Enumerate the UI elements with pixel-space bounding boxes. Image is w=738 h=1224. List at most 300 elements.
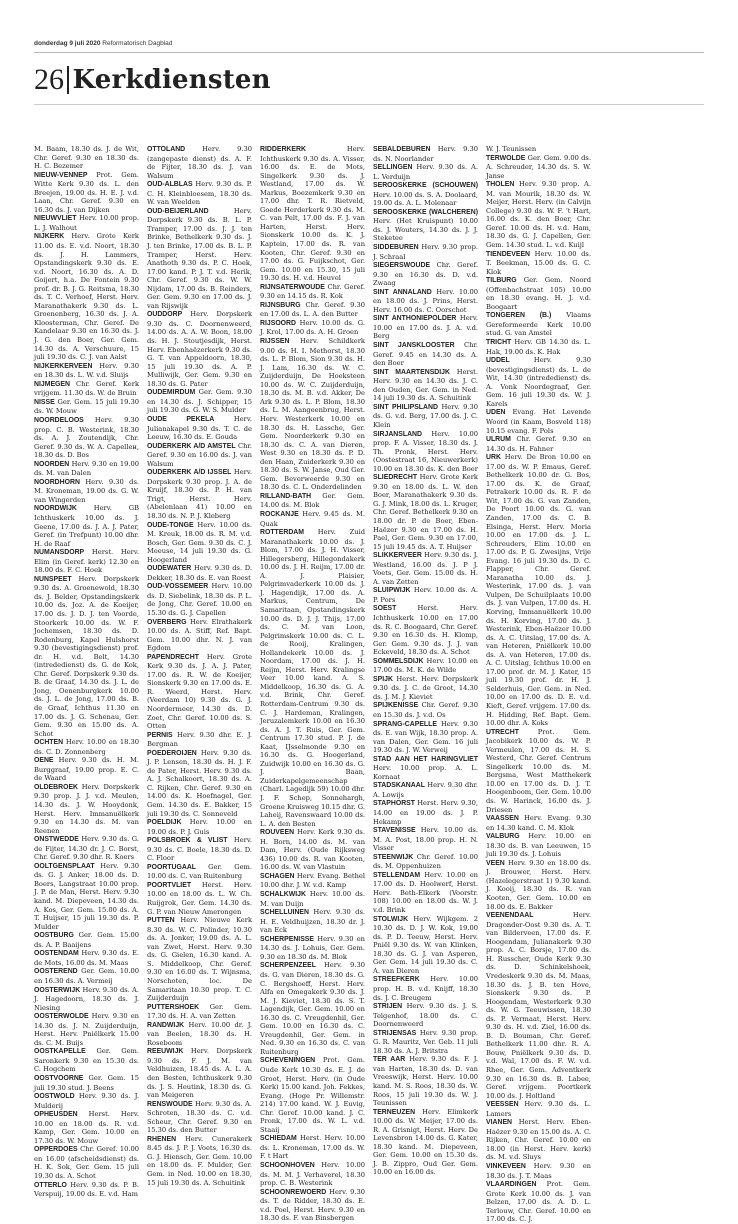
service-details: Herst. Herv. Dorpskerk 9.30 ds. J. C. de Groot, 14.30 ds. J. M. J. Kieviet — [373, 674, 478, 701]
place-name: POORTUGAAL — [147, 863, 196, 871]
listing-entry — [260, 301, 365, 319]
service-details: Herv. 9.30 prop. J. Schraal — [373, 243, 478, 261]
service-details: Herv. 9.30 dhr. A. Lowijs — [373, 781, 478, 799]
header-publication: Reformatorisch Dagblad — [102, 40, 173, 47]
place-name: OUDEWATER — [147, 565, 192, 573]
listing-entry — [34, 214, 139, 232]
place-name: THOLEN — [486, 181, 515, 189]
listing-entry — [147, 818, 252, 836]
place-name: VEESSEN — [486, 1101, 519, 1109]
listing-entry — [260, 337, 365, 492]
listing-entry — [34, 967, 139, 985]
service-details: Herv. (Het Kruispunt) 10.00 ds. J. Wouters, 14.30 ds. J. J. Steketee — [373, 217, 478, 243]
place-name: STAD AAN HET HARINGVLIET — [373, 755, 478, 763]
listing-entry — [34, 835, 139, 862]
place-name: SCHERPENISSE — [260, 935, 314, 943]
listing-entry — [34, 756, 139, 783]
service-details: Herv. 9.30 prop. G. R. Mauritz, Ver. Geb. 11 juli 18.30 ds. A. J. Britstra — [373, 1028, 478, 1055]
place-name: TIENDEVEEN — [486, 250, 531, 258]
service-details: Herv. 9.45 ds. M. Quak — [260, 509, 365, 528]
listing-entry — [373, 975, 478, 1002]
listing-entry — [260, 510, 365, 528]
service-details: Herv. 10.00 ds. M. van Duijn — [260, 890, 365, 908]
listing-entry — [34, 380, 139, 398]
service-details: Herv. 10.00 prop. A. L. Kornaat — [373, 764, 478, 781]
service-details: Chr. Geref. 9.30 en 16.00 ds. J. van Walsum — [147, 441, 252, 468]
service-details: Ger. Gem. Noord (Offenbachstraat 105) 10.00 en 18.30 evang. H. J. v.d. Boogaart — [486, 276, 591, 311]
service-details: Prot. Gem. Oude Kerk 10.30 ds. E. J. de Groot, Herst. Herv. (in Oude Kerk) 15.00 kand. Joh. Fekkes, Evang. (Hoge Pr. Willemstr. 214) 17.00 kand. W. J. Euvig, Chr. Geref. 10.00 kand. J. C. Pronk, 17.00 ds. W. L. v.d. Staaij — [260, 1056, 365, 1134]
listing-entry — [373, 243, 478, 261]
place-name: NOORDHORN — [34, 478, 80, 486]
service-details: Herv. Dorpskerk 9.30 ds. C. Doornenweerd, 14.00 ds. A. A. W. Boon, 18.00 ds. H. J. Stoutjesdijk, Herst. Herv. Ebenhaëzerkerk 9.30 ds. G. T. van Appeldoorn, 18.30, 15 juli 19.30 ds. A. P. Mulliwijk, Ger. Gem. 9.30 en 18.30 ds. G. Pater — [147, 310, 252, 388]
service-details: Herv. Cunerakerk 8.45 ds. J. P. J. Voets, 16.30 ds. G. J. Hiensch, Ger. Gem. 10.00 en 18.00 ds. F. Mulder, Ger. Gem. in Ned. 10.00 en 18.30, 15 juli 19.30 ds. A. Schuitink — [147, 1134, 252, 1187]
service-details: Herv. 9.30 ds. J. S. Telgenhof, 18.00 ds. C. Doornenweerd — [373, 1002, 478, 1029]
service-details: Herst. Herv. Eben-Haëzer 9.30 en 15.00 ds. A. C. Rijken, Chr. Geref. 10.00 en 18.00 (in Herst. Herv. kerk) ds. M. v.d. Sluys — [486, 1118, 591, 1162]
service-details: Herv. 9.30 ds. H. M. Burggraaf, 19.00 prop. E. C. de Waard — [34, 756, 139, 783]
place-name: OUDE-TONGE — [147, 521, 194, 529]
listing-entry — [486, 814, 591, 832]
service-details: Chr. Geref. 10.00 ds. M. Oppenhuizen — [373, 852, 478, 871]
listing-entry — [34, 1181, 139, 1199]
listing-entry — [34, 949, 139, 967]
listing-entry — [486, 435, 591, 453]
listing-entry — [260, 492, 365, 510]
listing-entry — [373, 871, 478, 915]
place-name: OPHEUSDEN — [34, 1111, 78, 1119]
listing-entry — [147, 916, 252, 1002]
service-details: Herv. 9.30 ds. F. J. van Harten, 18.30 ds. D. van Vreeswijk, Herst. Herv. 10.00 kand. M. S. Roos, 18.30 ds. W. Roos, 15 juli 19.30 ds. W. J. Teunissen — [373, 1055, 478, 1108]
service-details: Herv. 9.30 prop. A. M. van Mourik, 18.30 ds. W. Meijer, Herst. Herv. (in Calvijn College) 9.30 ds. W. F. 't Hart, 16.00 ds. K. den Boer, Chr. Geref. 10.00 ds. H. v.d. Ham, 18.30 ds. G. J. Capellen, Ger. Gem. 14.30 stud. L. v.d. Kuijl — [486, 180, 591, 250]
place-name: ULRUM — [486, 436, 511, 444]
listing-entry — [147, 180, 252, 207]
service-details: Herv. 10.00 ds. M. A. Post, 18.00 prop. H. N. Visser — [373, 826, 478, 853]
listing-entry — [34, 1074, 139, 1092]
listing-entry — [486, 408, 591, 435]
service-details: Chr. Geref. 9.30 en 17.00 ds. L. A. den Butter — [260, 300, 365, 319]
place-name: NUMANSDORP — [34, 549, 85, 557]
listing-entry — [373, 720, 478, 755]
listing-entry — [486, 311, 591, 338]
service-details: Herst. Herv. 9.30 en 14.30 ds. J. C. den Ouden, Ger. Gem. in Ned. 14 juli 19.30 ds. A. Schuitink — [373, 367, 478, 403]
service-details: Prot. Gem. Jacobikerk 10.00 ds. W. P. Vermeulen, 17.00 ds. H. S. Westerd, Chr. Geref. Centrum Singelkerk 10.00 ds. M. Bergsma, West Matthekerk 10.00 en 17.00 ds. D. J. T. Hoogenboom, Ger. Gem. 10.00 ds. W. Harinck, 16.00 ds. J. Driesen — [486, 727, 591, 814]
listing-entry — [34, 1110, 139, 1145]
listing-entry — [147, 442, 252, 469]
listing-entry — [373, 657, 478, 675]
service-details: Prot. Gem. Witte Kerk 9.30 ds. L. den Breejen, 19.00 ds. H. E. J. v.d. Laan, Chr. Geref. 9.30 en 16.30 ds. J. van Dijken — [34, 170, 139, 214]
service-details: Herst. Herv. 10.00 en 18.00 ds. L. W. Ch. Ruijgrok, Ger. Gem. 14.30 ds. G. P. van Nieuw Amerongen — [147, 880, 252, 916]
header-rule — [34, 52, 704, 53]
service-details: Ger. Gem. 17.30 ds. H. A. van Zetten — [147, 1002, 252, 1021]
place-name: OOSTEREND — [34, 968, 78, 976]
listing-entry — [486, 859, 591, 911]
place-name: OOSTKAPELLE — [34, 1048, 86, 1056]
service-details: Ger. Gem. 15 juli 19.30 ds. W. Mouw — [34, 397, 139, 416]
column-2 — [147, 145, 252, 1187]
listing-entry — [486, 338, 591, 356]
listing-entry — [486, 453, 591, 728]
place-name: OTTERLO — [34, 1181, 67, 1189]
listing-entry — [147, 582, 252, 617]
service-details: Herv. 9.30 en 19.00 ds. M. van Dalen — [34, 459, 139, 478]
service-details: Chr. Geref. 9.30 en 15.30 ds. J. v.d. Os — [373, 701, 478, 719]
service-details: Herv. 9.30 ds. P. B. Verspuij, 19.00 ds. E. v.d. Ham — [34, 1180, 139, 1199]
place-name: STAVENISSE — [373, 827, 416, 835]
place-name: OUDERKERK A/D IJSSEL — [147, 469, 232, 477]
service-details: Ger. Gem. 9.00 ds. A. Schreuder, 14.30 ds. S. W. Janse — [486, 153, 591, 180]
service-details: Herv. Julianakapel 9.30 ds. T. C. de Leeuw, 16.30 ds. E. Gouda — [147, 414, 252, 442]
place-name: SCHIEDAM — [260, 1135, 297, 1143]
listing-entry — [147, 618, 252, 653]
place-name: ROUVEEN — [260, 829, 295, 837]
listing-entry — [147, 468, 252, 520]
title-separator — [67, 66, 69, 94]
listing-entry — [34, 986, 139, 1013]
service-details: Herv. 9.30 ds. J. Westland, 16.00 ds. J. P J. Voets, Ger. Gem. 15.00 ds. H. A. van Zetten — [373, 551, 478, 586]
service-details: Herv. De Bron 10.00 en 17.00 ds. W. P. Emaus, Geref. Bethelkerk 10.00 dr. G. Bos, 17.00 ds. K. de Graaf, Petrakerk 10.00 ds. R. F. de Wit, 17.00 ds. G. van Zanden, De Poort 10.00 ds. G. van Zanden, 17.00 ds. C. B. Elsinga, Herst. Herv. Moria 10.00 en 17.00 ds. J. L. Schreuders, Elim 10.00 en 17.00 ds. P. G. Zwesijns, Vrije Evang. 16 juli 19.30 ds. D. C. Flapper, Chr. Geref. Maranatha 10.00 ds. J. Westerink, 17.00 ds. J. van Vulpen, De Schuilplaats 10.00 ds. J. van Vulpen, 17.00 ds. H. Korving, Immanuëlkerk 10.00 ds. H. Korving, 17.00 ds. J. Westerink, Eben-Haëzer 10.00 ds. A. C. Uitslag, 17.00 ds. A. van Heteren, Pniëlkerk 10.00 ds. A. van Heteren, 17.00 ds. A. C. Uitslag, Ichthus 10.00 en 17.00 prof. dr. M. J. Kater, 15 juli 19.30 prof. dr. H. J. Selderhuis, Ger. Gem. in Ned. 10.00 en 17.00 ds. D. E. v.d. Kieft, Geref. vrijgem. 17.00 ds. H. Hidding, Ref. Bapt. Gem. 10.00 dhr. A. Koks — [486, 453, 591, 728]
place-name: STRIJEN — [373, 1003, 403, 1011]
place-name: NISSE — [34, 398, 55, 406]
place-name: OUDDORP — [147, 311, 183, 319]
service-details: Herv. Dorpskerk 9.30 prop. J. J. v.d. Meulen, 14.30 ds. J. W. Hooydonk, Herst. Herv. Immanuëlkerk 9.30 en 14.30 ds. M. van Reenen — [34, 782, 139, 835]
listing-entry — [373, 314, 478, 341]
place-name: ROCKANJE — [260, 510, 299, 518]
service-details: Herv. 9.30 ds. G. v.d. Berg, 17.00 ds. J. C. Klein — [373, 402, 478, 429]
place-name: SOMMELSDIJK — [373, 657, 424, 665]
listing-entry — [486, 1162, 591, 1180]
column-4 — [373, 145, 478, 1177]
service-details: Herv. Wijkgem. 2 10.30 ds. D. J. W. Kok, 19.00 ds. P. D. Teeuw, Herst. Herv. Pniël 9.30 ds. W. van Klinken, 18.30 ds. G. J. van Asperen, Ger. Gem. 14 juli 19.30 ds. C. A. van Dieren — [373, 914, 478, 975]
service-details: Herv. 10.00 ds. D. Siebelink, 18.30 ds. P. L. de Jong, Chr. Geref. 10.00 en 15.30 ds. G. J. Capellen — [147, 582, 252, 617]
service-details: Herv. 9.30 ds. A. Schroten, 18.30 ds. C. v.d. Scheur, Chr. Geref. 9.30 en 15.30 ds. den Butter — [147, 1099, 252, 1135]
listing-entry — [486, 832, 591, 859]
service-details: Herv. Dragonder-Oost 9.30 ds. A. T. van Bilderveen, 17.00 ds. F. Hoogendam, Julianakerk 9.30 prop. A. C. Borsje, 17.00 ds. H. Russcher, Oude Kerk 9.30 ds. D. Schinkelshoek, Vredeskerk 9.30 ds. M. Maas, 18.30 ds. J. B. ten Hove, Sionskerk 9.30 ds. P. Hoogendam, Westerkerk 9.30 ds. W. G. Teeuwissen, 18.30 ds. P. Vermaat, Herst. Herv. 9.30 ds. H. v.d. Ziel, 16.00 ds. B. D. Bouman, Chr. Geref. Bethelkerk 11.00 dhr. R. A. Bouw, Pniëlkerk 9.30 ds. D. v.d. Wal, 17.00 ds. F. W. v.d. Rhee, Ger. Gem. Adventkerk 9.30 en 16.30 ds. B. Labee, Geref. vrijgem. Poortkerk 10.00 ds. J. Holtland — [486, 911, 591, 1100]
listing-entry — [260, 1134, 365, 1161]
listing-entry — [260, 890, 365, 908]
listing-entry — [147, 749, 252, 818]
listing-entry — [34, 548, 139, 575]
service-details: Herst. Herv. 10.00 ds. L. Kroneman, 17.00 ds. W. F. t Hart — [260, 1134, 365, 1161]
place-name: RIJNSATERWOUDE — [260, 283, 325, 291]
place-name: OOSTENDAM — [34, 950, 79, 958]
listing-entry — [373, 755, 478, 782]
place-name: ROTTERDAM — [260, 529, 305, 537]
service-details: Herst. Herv. 9.30, 14.00 en 19.00 ds. J. P. Hekamp — [373, 799, 478, 826]
place-name: OPPERDOES — [34, 1146, 78, 1154]
place-name: TERWOLDE — [486, 154, 526, 162]
place-name: STADSKANAAL — [373, 782, 425, 790]
place-name: SINT PHILIPSLAND — [373, 403, 438, 411]
place-name: SCHAGEN — [260, 872, 295, 880]
listing-entry — [34, 783, 139, 835]
listing-entry — [34, 575, 139, 738]
listing-entry — [147, 1021, 252, 1048]
place-name: SCHEVENINGEN — [260, 1057, 316, 1065]
place-name: PUTTERSHOEK — [147, 1003, 200, 1011]
place-name: SIEGERSWOUDE — [373, 262, 431, 270]
place-name: SCHALKWIJK — [260, 891, 306, 899]
place-name: SOEST — [373, 605, 397, 613]
place-name: OTTOLAND — [147, 146, 186, 153]
place-name: RILLAND-BATH — [260, 492, 312, 500]
place-name: SINT JANSKLOOSTER — [373, 342, 455, 350]
place-name: STEENWIJK — [373, 853, 414, 861]
place-name: VLAARDINGEN — [486, 1181, 537, 1189]
place-name: NIEUWVLIET — [34, 215, 77, 223]
service-details: Herv. 9.30 ds. M. Kroneman, 19.00 ds. G. W. van Wingerden — [34, 477, 139, 504]
listing-entry — [147, 564, 252, 582]
column-1 — [34, 145, 139, 1199]
place-name: RIDDERKERK — [260, 146, 306, 153]
place-name: SEROOSKERKE (WALCHEREN) — [373, 208, 478, 216]
service-details: Chr. Geref. 9.30 en 16.30 ds. D. v.d. Zwaag — [373, 261, 478, 288]
service-details: Herv. 9.30 dhr. E. J. Bergman — [147, 730, 252, 749]
page-number: 26 — [34, 63, 64, 96]
service-details: Ger. Gem. 10.00 ds. C. van Ruitenburg — [147, 862, 252, 881]
listing-entry — [260, 528, 365, 828]
place-name: NOORDEN — [34, 460, 70, 468]
listing-entry — [373, 261, 478, 288]
service-details: Herv. 9.30 (bevestigingsdienst) ds. L. de Wit, 14.30 (intrededienst) ds. A. Vonk Noordegraaf, Ger. Gem. 16 juli 19.30 ds. W. J. Karels — [486, 356, 591, 408]
listing-entry — [260, 961, 365, 1056]
place-name: OUD-VOSSEMEER — [147, 583, 209, 591]
place-name: SIDDEBUREN — [373, 244, 419, 252]
place-name: VAASSEN — [486, 815, 519, 823]
listing-entry — [260, 283, 365, 301]
listing-entry — [373, 1029, 478, 1056]
place-name: SCHELLUINEN — [260, 909, 310, 917]
service-details: Chr. Geref. 10.00 en 16.00 (afscheidsdienst) ds. H. K. Sok, Ger. Gem. 15 juli 19.30 ds. A. Schot — [34, 1145, 139, 1180]
listing-entry — [260, 872, 365, 890]
page-title: Kerkdiensten — [72, 65, 271, 95]
place-name: ONSTWEDDE — [34, 836, 79, 844]
service-details: Herv. 9.30 ds. J. P. Lensen, 18.30 ds. H. J. F. de Pater, Herst. Herv. 9.30 ds. A. J. Schalkoort, 18.30 ds. A. C. Rijken, Chr. Geref. 9.30 en 14.00 ds. K. Hoefnagel, Ger. Gem. 14.30 ds. E. Bakker, 15 juli 19.30 ds. C. Sonneveld — [147, 748, 252, 818]
place-name: PAPENDRECHT — [147, 653, 199, 661]
place-name: OVERBERG — [147, 618, 187, 626]
listing-entry — [373, 701, 478, 719]
listing-entry — [147, 415, 252, 442]
listing-entry — [486, 154, 591, 181]
place-name: OLDEBROEK — [34, 783, 79, 791]
place-name: STREEFKERK — [373, 976, 420, 984]
column-3 — [260, 145, 365, 1223]
service-details: Herv. 9.30 ds. G. van Dieren, 18.30 ds. G. C. Bergshoeff, Herst. Herv. Alfa en Omegakerk 9.30 ds. J. M. J. Kieviet, 18.30 ds. S. T. Lagendijk, Ger. Gem. 10.00 en 16.30 ds. C. Vreugdenhil, Ger. Gem. 10.00 en 16.30 ds. C. Vreugdenhil, Ger. Gem. in Ned. 9.30 en 16.30 ds. C. van Ruitenburg — [260, 961, 365, 1056]
service-details: Herv. 9.30 prop. C. B. Westerink, 18.30 ds. A. J. Zoutendijk, Chr. Geref. 9.30 ds. W. A. Capelleн, 18.30 ds. D. Bos — [34, 415, 139, 460]
listing-entry — [486, 1118, 591, 1162]
service-details: Herv. Grote Kerk 9.30 ds. J. A. J. Pater, 17.00 ds. R. W. de Koeijer, Sionskerk 9.30 en 17.00 ds. E. R. Weerd, Herst. Herv. (Veerdam 10) 9.30 ds. G. J. Noordermeer, 14.30 ds. D. Zoet, Chr. Geref. 10.00 ds. S. Otten — [147, 652, 252, 731]
service-details: Herv. 9.30 ds. T. de Ridder, 18.30 ds. E. v.d. Poel, Herst. Herv. 9.30 en 18.30 ds. F. van Binsbergen — [260, 1187, 365, 1223]
place-name: RHENEN — [147, 1135, 177, 1143]
service-details: Herv. Dorpskerk 9.30 ds. F. J. M. van Veldhuizen, 18.45 ds. A. L. A. den Besten, Ichthuskerk 9.30 ds. J. S. Heutink, 18.30 ds. G. van Meigeren — [147, 1047, 252, 1100]
place-name: SLUIPWIJK — [373, 587, 411, 595]
place-name: SLIEDRECHT — [373, 474, 418, 482]
listing-entry — [34, 1047, 139, 1074]
place-name: SCHOONHOVEN — [260, 1161, 315, 1169]
service-details: Herv. 10.00 prop. H. B. v.d. Knijff, 18.30 ds. J. C. Breugem — [373, 975, 478, 1002]
service-details: Herv. Kerk 9.30 ds. H. Born, 14.00 ds. M. van Dam, Herv. (Oude Rijksweg 436) 10.00 ds. R. van Kooten, 16.00 ds. W. van Vlastuin — [260, 828, 365, 872]
listing-entry — [486, 276, 591, 311]
listing-entry — [373, 1055, 478, 1107]
service-details: Herv. 9.30 ds. J. Mulderij — [34, 1092, 139, 1110]
service-details: Herv. 10.00 en 19.00 ds. P. J. Guis — [147, 818, 252, 836]
place-name: SEROOSKERKE (SCHOUWEN) — [373, 182, 478, 190]
service-details: Herv. 9.30 ds. C. Boele, 18.30 ds. D. C. Floor — [147, 836, 252, 863]
service-details: Herv. 9.30 ds. D. Dekker, 18.30 ds. E. van Roest — [147, 564, 252, 582]
service-details: Herv. 9.30 en 18.00 ds. J. Brouwer, Herst. Herv. (Hazelegerstraat 1) 9.30 kand. J. Kooij, 18.30 ds. R. van Kooten, Ger. Gem. 10.00 en 18.00 ds. E. Bakker — [486, 858, 591, 911]
service-details: Herv. Elrathakerk 10.00 ds. A. Stiff, Ref. Bapt. Gem. 10.00 dhr. N. J. van Egdom — [147, 617, 252, 653]
place-name: OUDE PEKELA — [147, 415, 215, 423]
listing-entry — [34, 931, 139, 949]
listing-entry — [373, 551, 478, 586]
listing-entry — [147, 731, 252, 749]
header-date: donderdag 9 juli 2020 — [34, 40, 101, 47]
service-details: Herv. 9.30 ds. E. de Mots, 16.00 ds. M. Maas — [34, 949, 139, 967]
service-details: Vlaams Gereformeerde Kerk 10.00 stud. G. van Amstel — [486, 311, 591, 338]
place-name: SINT ANNALAND — [373, 288, 432, 296]
listing-entry — [147, 310, 252, 388]
place-name: SPRANG-CAPELLE — [373, 720, 437, 728]
listing-entry — [260, 1056, 365, 1134]
service-details: Herv. Dorpskerk 9.30 prop. J. A. de Kruijf, 18.30 ds. P. H. van Trigt, Herst. Herv. (Abelenlaan 41) 10.00 en 18.30 ds. N. P. J. Kleberg — [147, 468, 252, 520]
listing-entry — [373, 915, 478, 976]
listing-entry — [34, 460, 139, 478]
service-details: Herv. 9.30 (zangepaste dienst) ds. A. F. de Fijter, 18.30 ds. J. van Walsum — [147, 145, 252, 180]
place-name: STRIJENSAS — [373, 1029, 417, 1037]
service-details: Herv. Dorpskerk 9.30 ds. A. Groenewold, 18.30 ds. J. Belder, Opstandingskerk 10.00 ds. Joz. A. de Koeijer, 17.00 ds. J. D. J. ten Voorde, Stoorkerk 10.00 ds. W. F. Jochemsen, 18.30 ds. D. Rodenburg, Kapel Hulshorst 9.30 (bevestigingsdienst) prof. dr. H. v.d. Belt, 14.30 (intrededienst) ds. G. de Kok, Chr. Geref. Dorpskerk 9.30 ds. B. de Graaf, 14.30 ds. J. L. de Jong, Oenenburgkerk 10.00 ds. J. L. de Jong, 17.00 ds. B. de Graaf, Ichthus 11.30 en 17.00 ds. J. G. Schenau, Ger. Gem. 9.30 en 15.00 ds. A. Schot — [34, 574, 139, 738]
place-name: OOSTERWIJK — [34, 986, 81, 994]
listing-entry — [260, 145, 365, 283]
service-details: Herv. GB Ichthuskerk 10.00 ds. J. Geene, 17.00 ds. J. A. J. Pater, Geref. (in Trefpunt) 10.00 dhr. H. de Raaf — [34, 504, 139, 548]
place-name: OUD-BEIJERLAND — [147, 207, 209, 215]
place-name: TONGEREN (B.) — [486, 312, 552, 320]
place-name: VINKEVEEN — [486, 1162, 526, 1170]
listing-entry — [147, 388, 252, 415]
service-details: Herv. 10.00 en 17.00 ds. M. K. de Wilde — [373, 656, 478, 675]
service-details: Herv. 10.00 ds. A. P. Pors — [373, 586, 478, 604]
service-details: Herv. 10.00 en 18.30 ds. C. D. Zonnenberg — [34, 738, 139, 756]
listing-entry — [373, 1108, 478, 1177]
listing-entry — [260, 1188, 365, 1223]
listing-entry — [34, 738, 139, 756]
place-name: RIJSSEN — [260, 338, 290, 346]
service-details: Chr. Geref. 9.30 en 14.15 ds. R. Kok — [260, 282, 365, 301]
place-name: TRICHT — [486, 339, 512, 347]
service-details: Herv. 10.00 prop. L. J. Walhout — [34, 214, 139, 232]
service-details: Chr. Geref. 9.45 en 14.30 ds. A. den Boer — [373, 341, 478, 368]
place-name: UTRECHT — [486, 728, 519, 736]
listing-entry — [147, 653, 252, 731]
listing-entry — [486, 180, 591, 249]
place-name: OOLTGENSPLAAT — [34, 862, 95, 870]
listing-entry — [260, 1161, 365, 1188]
service-details: Herv. 9.30 en 14.30 ds. J. Lohuis, Ger. Gem. 9.30 en 18.30 ds. M. Blok — [260, 934, 365, 961]
listing-entry — [147, 881, 252, 916]
listing-entry — [373, 341, 478, 368]
listing-entry — [373, 181, 478, 208]
service-details: Herv. 9.30 ds. G. de Fijter, 14.30 dr. J. C. Borst, Chr. Geref. 9.30 dhr. R. Koers — [34, 835, 139, 862]
service-details: Herv. 9.30 ds. N. Noorlander — [373, 145, 478, 163]
service-details: Ger. Gem. 9.30 en 14.30 ds. J. Schipper, 15 juli 19.30 ds. G. W. S. Mulder — [147, 388, 252, 415]
service-details: Chr. Geref. Kerk vrijgem. 11.30 ds. W. de Bruin — [34, 379, 139, 398]
place-name: OOSTERWOLDE — [34, 1013, 89, 1021]
place-name: NIJMEGEN — [34, 380, 70, 388]
listing-entry — [373, 1002, 478, 1029]
listing-entry — [486, 1180, 591, 1224]
listing-entry — [373, 403, 478, 430]
listing-entry — [147, 1135, 252, 1187]
listing-entry — [34, 145, 139, 171]
listing-entry — [486, 356, 591, 408]
service-details: Herv. 9.30 ds. E. van Wijk, 18.30 prop. A. van Dalen, Ger. Gem. 16 juli 19.30 ds. J. W. Verweij — [373, 719, 478, 755]
listing-entry — [486, 145, 591, 154]
place-name: VEEN — [486, 859, 505, 867]
place-name: TERNEUZEN — [373, 1108, 416, 1116]
column-5 — [486, 145, 591, 1224]
service-details: Herv. 10.00 en 17.00 ds. D. Hoolwerf, Herst. Herv. Beth-Elkerk (Voorstr. 108) 10.00 en 18.00 ds. W. J. v.d. Brink — [373, 870, 478, 915]
service-details: Herv. Dorpskerk 9.30 ds. B. L. P. Tramper, 17.00 ds. J. J. ten Brinke, Bethelkerk 9.30 ds. J. J. ten Brinke, 17.00 ds. B. L. P. Tramper, Herst. Herv. Anathoth 9.30 ds. P. C. Hoek, 17.00 kand. P. J. T. v.d. Herik, Chr. Geref. 9.30 ds. W. W. Nijdam, 17.00 ds. B. Reinders, Ger. Gem. 9.30 en 17.00 ds. J. van Rijswijk — [147, 206, 252, 310]
service-details: Herv. 9.30 en 14.30 ds. J. N. Zuijderduijn, Herst. Herv. Pniëlkerk 15.00 ds. C. M. Buijs — [34, 1012, 139, 1047]
place-name: STAPHORST — [373, 800, 415, 808]
listing-entry — [34, 171, 139, 215]
place-name: SPIJK — [373, 675, 393, 683]
place-name: TER AAR — [373, 1056, 406, 1064]
service-details: Herv. Grote Kerk 11.00 ds. E. v.d. Noort, 18.30 ds. J. H. Lammers, Opstandingskerk 9.30 ds. E. v.d. Noort, 16.30 ds. A. D. Goijert, h.a. De Fontein 9.30 prof. dr. B. J. G. Reitsma, 18.30 ds. T. C. Verhoef, Herst. Herv. Maranathakerk 9.30 ds. L. Groenenberg, 16.30 ds. J. A. Kloosterman, Chr. Geref. De Kandelaar 9.30 en 16.30 ds. J. J. G. den Boer, Ger. Gem. 14.30 ds. A. Verschuure, 15 juli 19.30 ds. C. J. van Aalst — [34, 232, 139, 362]
listing-entry — [486, 1100, 591, 1118]
place-name: OOSTVOORNE — [34, 1074, 84, 1082]
service-details: Herv. 10.00 en 18.00 ds. J. Prins, Herst. Herv. 16.00 ds. C. Oorschot — [373, 287, 478, 314]
listing-entry — [373, 675, 478, 702]
place-name: SIRJANSLAND — [373, 430, 423, 438]
service-details: Herv. Nieuwe Kerk 8.30 ds. W. C. Polinder, 10.30 ds. A. Jonker, 19.00 ds. A. L. van Zwet, Herst. Herv. 9.30 ds. G. Gielen, 16.30 kand. A. S. Middelkoop, Chr. Geref. 9.30 en 16.00 ds. T. Wijnsma, Norschoten, loc. De Samaritaan 10.30 prop. T. C. Zuijderduijn — [147, 916, 252, 1003]
service-details: Herv. 9.30 ds. H. E. Veldhuijzen, 18.30 dr. J. van Eck — [260, 908, 365, 935]
place-name: SCHOONREWOERD — [260, 1188, 327, 1196]
title-row — [34, 60, 271, 100]
service-details: Herv. GB 14.30 ds. L. Hak, 19.00 ds. K. Hak — [486, 338, 591, 356]
place-name: PERNIS — [147, 731, 173, 739]
service-details: Herv. 9.30 en 18.30 ds. J. T. Maas — [486, 1161, 591, 1180]
place-name: NUNSPEET — [34, 575, 72, 583]
service-details: Herv. 10.00 ds. M. Kreuk, 18.00 ds. R. M. v.d. Bosch, Ger. Gem. 9.30 ds. C. J. Meeuse, 14 juli 19.30 ds. G. Hoogerland — [147, 520, 252, 564]
place-name: OUDERKERK A/D AMSTEL — [147, 442, 236, 450]
listing-entry — [147, 1003, 252, 1021]
service-details: Herv. 10.00 dr. J. van Beelen, 18.30 ds. H. Roseboom — [147, 1020, 252, 1047]
listing-entry — [34, 416, 139, 460]
service-details: Herv. 9.30 ds. L. Lamers — [486, 1100, 591, 1118]
place-name: SINT ANTHONIEPOLDER — [373, 315, 457, 323]
place-name: NOORDWIJK — [34, 505, 77, 513]
place-name: POLSBROEK & VLIST — [147, 837, 228, 845]
place-name: NIJKERKERVEEN — [34, 362, 93, 370]
place-name: VIANEN — [486, 1119, 513, 1127]
place-name: NIJKERK — [34, 233, 65, 241]
listing-entry — [34, 1092, 139, 1110]
service-details: Herv. 10.00 prop. F. A. Visser, 18.30 ds. J. Th. Pronk, Herst. Herv. (Oostestraat 16, Nieuwerkerk) 10.00 en 18.30 ds. K. den Boer — [373, 429, 478, 473]
listing-entry — [373, 368, 478, 403]
listing-entry — [486, 728, 591, 814]
service-details: Herv. 10.00 ds. T. Beekman, 15.00 ds. G. C. Klok — [486, 249, 591, 276]
service-details: Ger. Gem. 15.00 ds. A. P. Baaijens — [34, 931, 139, 949]
listing-entry — [147, 521, 252, 565]
place-name: NIEUW-VENNEP — [34, 171, 88, 179]
listing-entry — [147, 145, 252, 180]
listing-entry — [260, 319, 365, 337]
listing-entry — [373, 163, 478, 181]
listing-entry — [260, 935, 365, 962]
service-details: Herv. 10.00 ds. M. M. J. Verhaverel, 18.30 prop. C. B. Westerink — [260, 1160, 365, 1188]
place-name: REEUWIJK — [147, 1048, 184, 1056]
service-details: W. J. Teunissen — [486, 145, 537, 153]
service-details: Ger. Gem. Saronkerk 9.30 en 15.30 ds. C. Hogchem — [34, 1047, 139, 1074]
service-details: Prot. Gem. Grote Kerk 10.00 ds. J. van Belzen, 17.00 ds. A. D. L. Terlouw, Chr. Geref. 10.00 en 17.00 ds. C. J. — [486, 1180, 591, 1224]
